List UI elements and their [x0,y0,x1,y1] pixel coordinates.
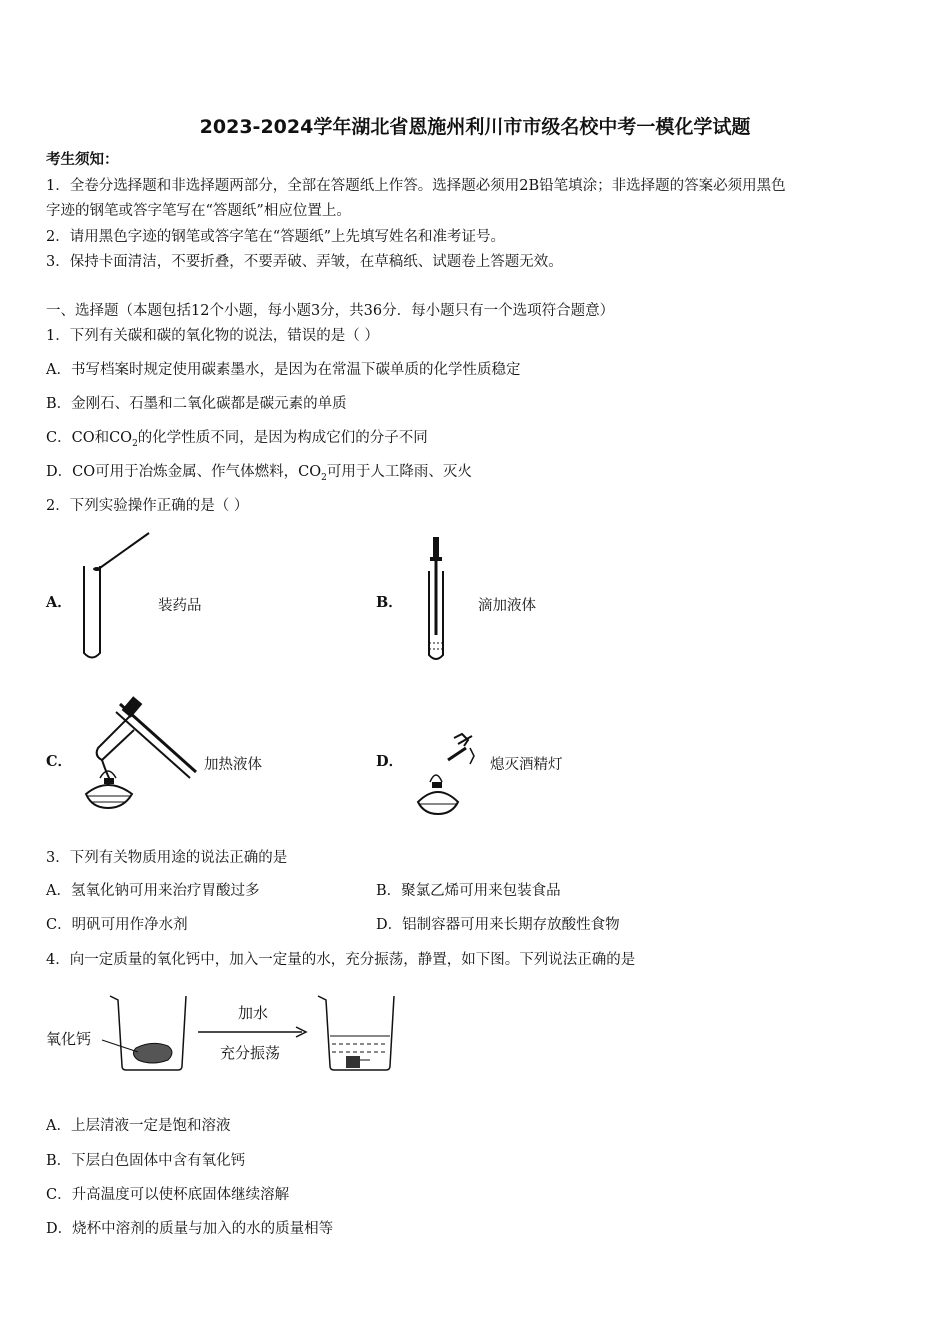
notice-item-1-cont: 字迹的钢笔或答字笔写在“答题纸”相应位置上。 [46,203,351,219]
q2-option-a-text: 装药品 [158,598,202,614]
q1-option-a: A．书写档案时规定使用碳素墨水，是因为在常温下碳单质的化学性质稳定 [46,362,521,378]
fig-arrow-top-label: 加水 [238,1004,269,1022]
test-tube-loading-figure [75,530,155,665]
q2-option-a-label: A． [46,594,72,611]
q1-option-c: C．CO和$CO_2$的化学性质不同，是因为构成它们的分子不同 [46,430,428,449]
fig-arrow-bottom-label: 充分振荡 [220,1044,281,1062]
q4-option-c: C．升高温度可以使杯底固体继续溶解 [46,1187,290,1203]
notice-item-2: 2．请用黑色字迹的钢笔或答字笔在“答题纸”上先填写姓名和准考证号。 [46,229,506,245]
q2-option-d-text: 熄灭酒精灯 [490,757,563,773]
q2-option-d-label: D． [376,753,404,770]
page-title: 2023-2024学年湖北省恩施州利川市市级名校中考一模化学试题 [199,116,751,138]
q4-option-d: D．烧杯中溶剂的质量与加入的水的质量相等 [46,1221,334,1237]
q2-option-b-label: B． [376,594,403,611]
q1-option-b: B．金刚石、石墨和二氧化碳都是碳元素的单质 [46,396,347,412]
q3-option-d: D．铝制容器可用来长期存放酸性食物 [376,917,620,933]
section-heading: 一、选择题（本题包括12个小题，每小题3分，共36分．每小题只有一个选项符合题意） [46,303,615,319]
q3-option-b: B．聚氯乙烯可用来包装食品 [376,883,561,899]
dropper-figure [415,535,465,665]
q4-stem: 4．向一定质量的氧化钙中，加入一定量的水，充分振荡，静置，如下图。下列说法正确的是 [46,952,636,968]
calcium-oxide-beaker-figure [40,990,410,1080]
q1-option-d: D．CO可用于冶炼金属、作气体燃料，$CO_2$可用于人工降雨、灭火 [46,464,472,483]
q3-stem: 3．下列有关物质用途的说法正确的是 [46,850,288,866]
q2-stem: 2．下列实验操作正确的是（ ） [46,498,249,514]
alcohol-lamp-figure [412,730,492,820]
q3-option-c: C．明矾可用作净水剂 [46,917,188,933]
q4-option-a: A．上层清液一定是饱和溶液 [46,1118,231,1134]
notice-item-3: 3．保持卡面清洁，不要折叠，不要弄破、弄皱，在草稿纸、试题卷上答题无效。 [46,254,563,270]
q1-stem: 1．下列有关碳和碳的氧化物的说法，错误的是（ ） [46,328,379,344]
q2-option-c-label: C． [46,753,73,770]
fig-calcium-oxide-label: 氧化钙 [46,1030,92,1048]
notice-item-1: 1．全卷分选择题和非选择题两部分，全部在答题纸上作答。选择题必须用2B铅笔填涂；非选择题的答案必须用黑色 [46,178,786,194]
q2-option-b-text: 滴加液体 [478,598,536,614]
notice-heading: 考生须知： [46,151,119,168]
q2-option-c-text: 加热液体 [204,757,262,773]
q4-option-b: B．下层白色固体中含有氧化钙 [46,1153,246,1169]
heating-liquid-figure [78,690,203,815]
q3-option-a: A．氢氧化钠可用来治疗胃酸过多 [46,883,260,899]
